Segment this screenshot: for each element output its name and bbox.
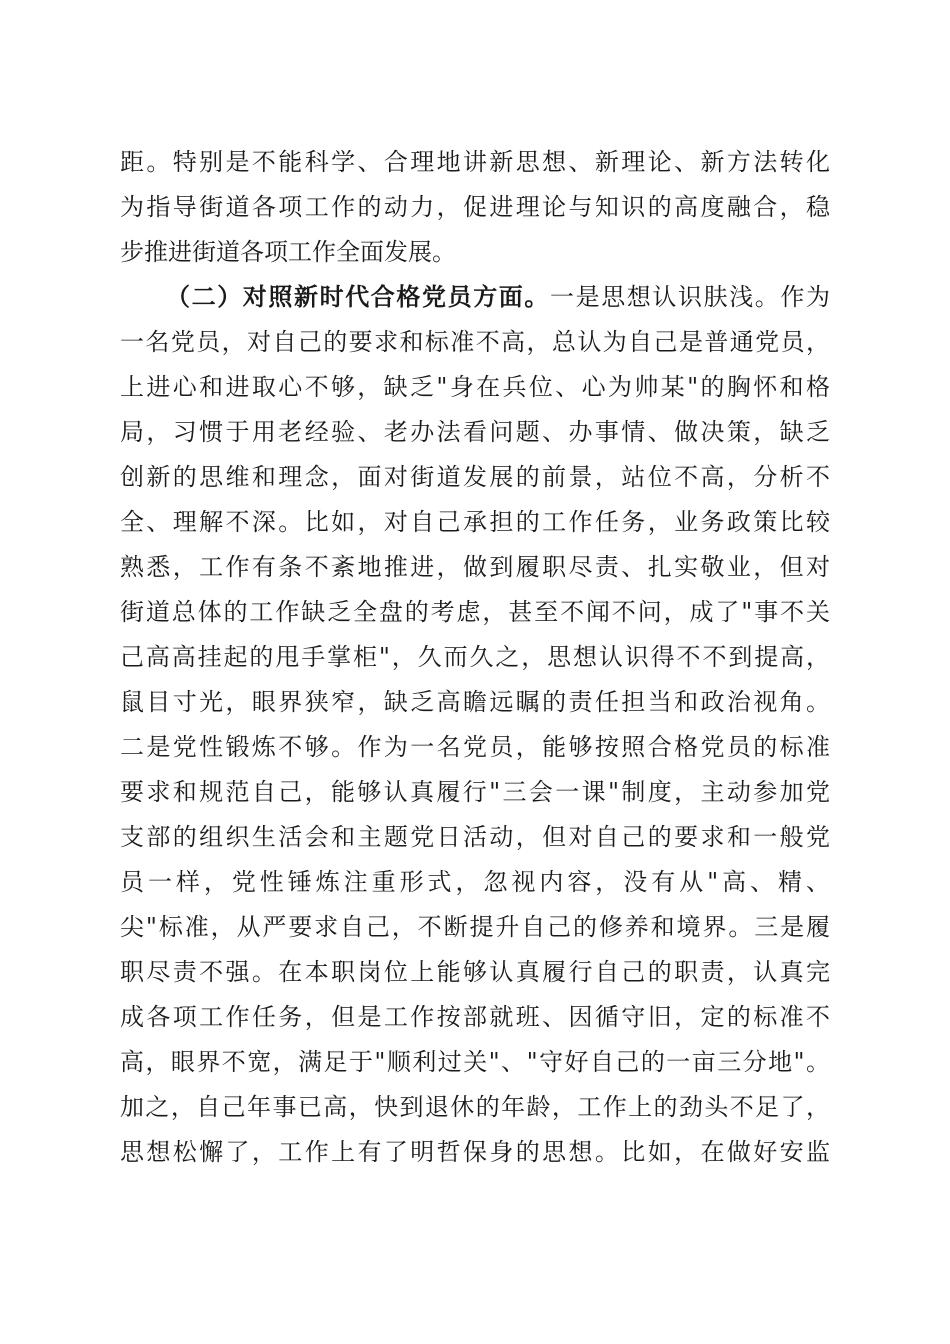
text-line: 上进心和进取心不够，缺乏"身在兵位、心为帅某"的胸怀和格 [120,373,830,401]
text-line: 要求和规范自己，能够认真履行"三会一课"制度，主动参加党 [120,778,830,806]
text-line: 全、理解不深。比如，对自己承担的工作任务，业务政策比较 [120,508,830,536]
section-heading: （二）对照新时代合格党员方面。 [166,283,550,311]
paragraph-opening-line [120,275,830,320]
body-text [120,140,830,1175]
text-line: 街道总体的工作缺乏全盘的考虑，甚至不闻不问，成了"事不关 [120,598,830,626]
text-line: 加之，自己年事已高，快到退休的年龄，工作上的劲头不足了， [120,1093,830,1121]
text-line: 尖"标准，从严要求自己，不断提升自己的修养和境界。三是履 [120,913,830,941]
text-line: 创新的思维和理念，面对街道发展的前景，站位不高，分析不 [120,463,830,491]
text-line: 高，眼界不宽，满足于"顺利过关"、"守好自己的一亩三分地"。 [120,1048,830,1076]
text-span: 一是思想认识肤浅。作为 [550,283,830,311]
text-line: 支部的组织生活会和主题党日活动，但对自己的要求和一般党 [120,823,830,851]
text-line: 员一样，党性锤炼注重形式，忽视内容，没有从"高、精、 [120,868,830,896]
text-line: 一名党员，对自己的要求和标准不高，总认为自己是普通党员， [120,328,830,356]
text-line: 二是党性锻炼不够。作为一名党员，能够按照合格党员的标准 [120,733,830,761]
text-line: 思想松懈了，工作上有了明哲保身的思想。比如，在做好安监 [120,1138,830,1166]
text-line: 局，习惯于用老经验、老办法看问题、办事情、做决策，缺乏 [120,418,830,446]
text-line: 鼠目寸光，眼界狭窄，缺乏高瞻远瞩的责任担当和政治视角。 [120,688,830,716]
text-line: 步推进街道各项工作全面发展。 [120,238,456,266]
text-line: 己高高挂起的甩手掌柜"，久而久之，思想认识得不不到提高， [120,643,830,671]
text-line: 职尽责不强。在本职岗位上能够认真履行自己的职责，认真完 [120,958,830,986]
text-line: 为指导街道各项工作的动力，促进理论与知识的高度融合，稳 [120,193,830,221]
text-line: 距。特别是不能科学、合理地讲新思想、新理论、新方法转化 [120,148,830,176]
text-line: 熟悉，工作有条不紊地推进，做到履职尽责、扎实敬业，但对 [120,553,830,581]
text-line: 成各项工作任务，但是工作按部就班、因循守旧，定的标准不 [120,1003,830,1031]
